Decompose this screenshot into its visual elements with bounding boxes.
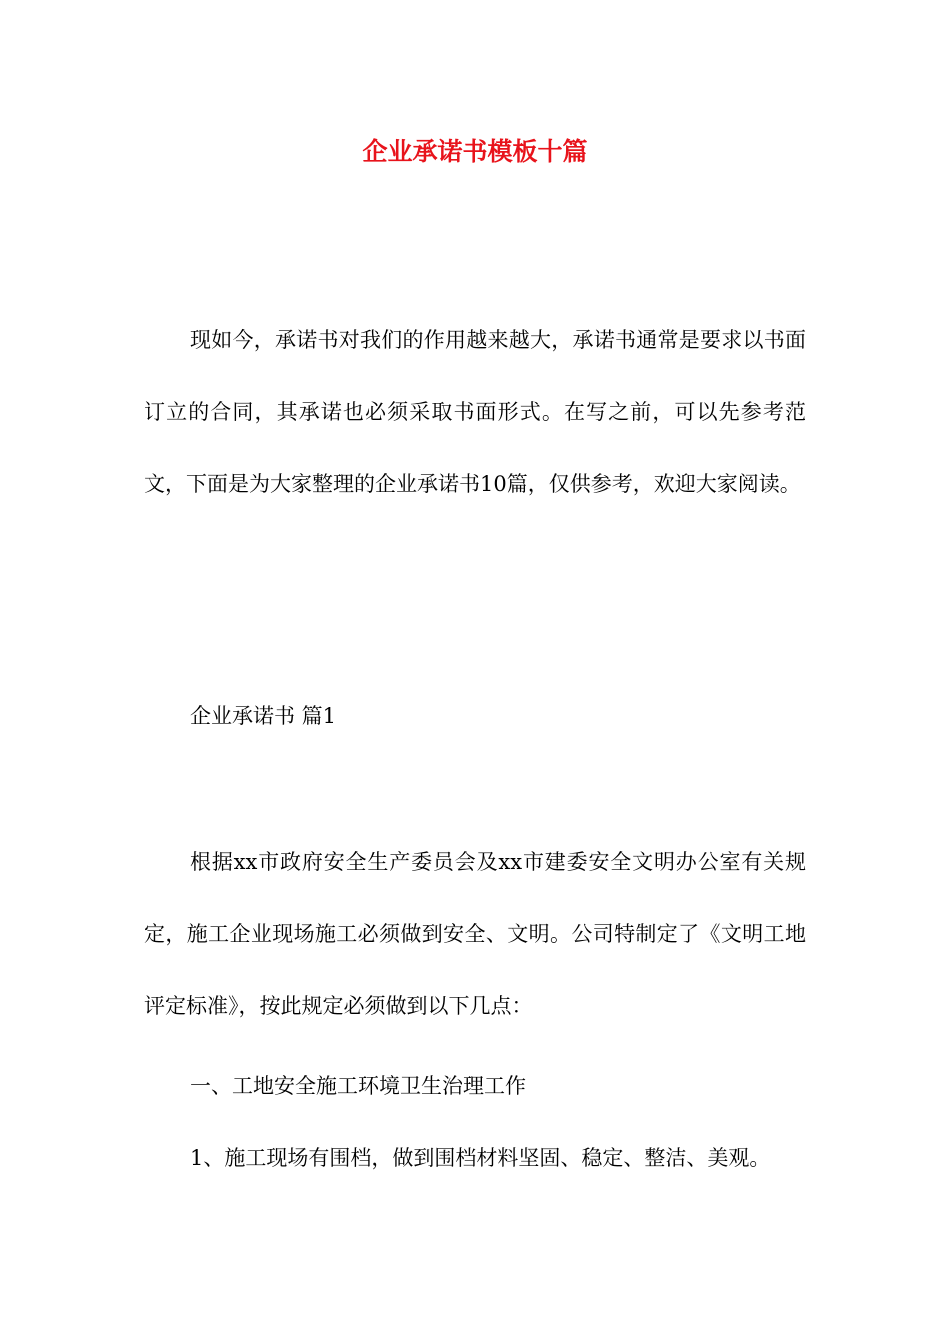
body-paragraph: 根据xx市政府安全生产委员会及xx市建委安全文明办公室有关规定，施工企业现场施工必须做到安全、文明。公司特制定了《文明工地评定标准》，按此规定必须做到以下几点： (144, 850, 806, 1018)
document-title: 企业承诺书模板十篇 (362, 137, 588, 166)
item-one-paragraph: 1、施工现场有围档，做到围档材料坚固、稳定、整洁、美观。 (190, 1146, 771, 1170)
intro-paragraph: 现如今，承诺书对我们的作用越来越大，承诺书通常是要求以书面订立的合同，其承诺也必须采取书面形式。在写之前，可以先参考范文，下面是为大家整理的企业承诺书10篇，仅供参考，欢迎大家阅读。 (144, 328, 806, 496)
section-one-heading: 一、工地安全施工环境卫生治理工作 (190, 1074, 526, 1098)
section-heading: 企业承诺书 篇1 (190, 704, 337, 728)
